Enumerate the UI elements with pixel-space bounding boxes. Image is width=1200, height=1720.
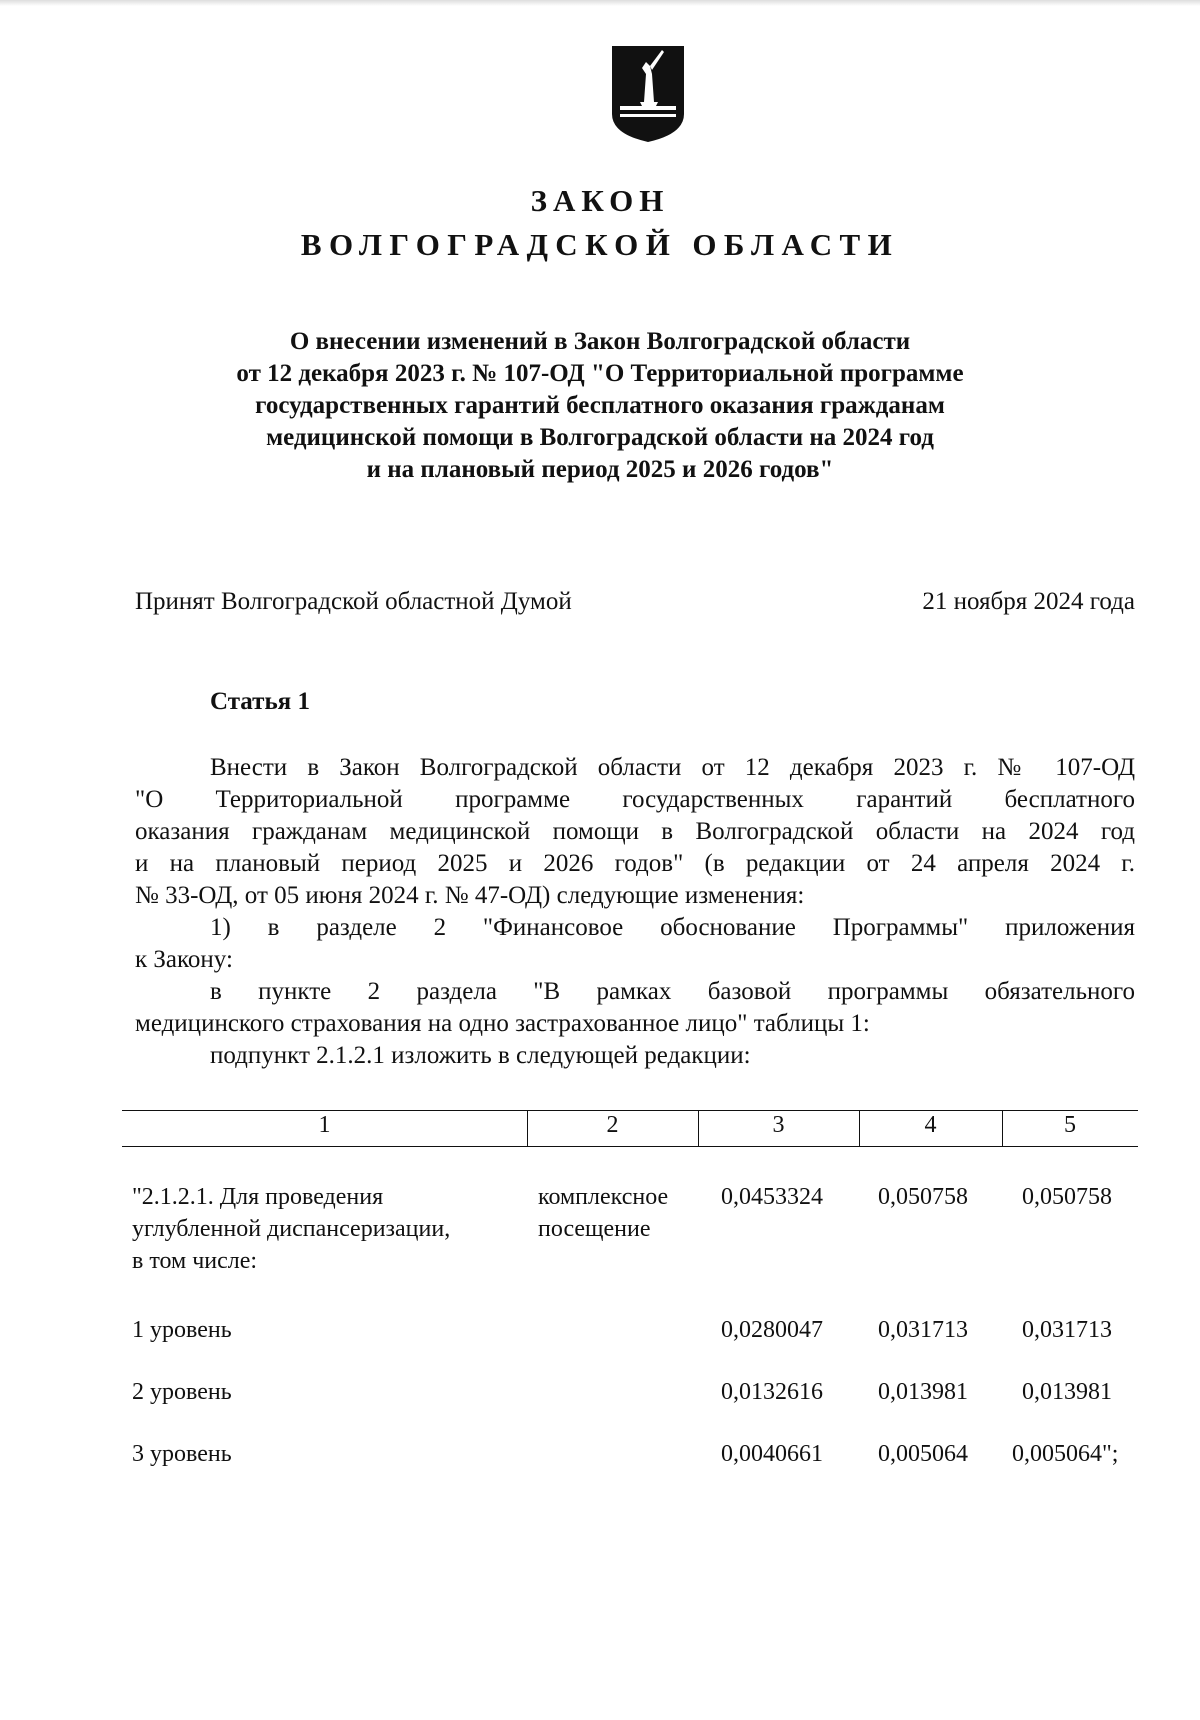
table-header-cell: 4 xyxy=(924,1112,937,1138)
table-value: 0,0280047 xyxy=(721,1317,823,1343)
table-value: 0,0040661 xyxy=(721,1441,823,1467)
table-value: 0,031713 xyxy=(1022,1317,1112,1343)
subtitle-line: от 12 декабря 2023 г. № 107-ОД "О Территориальной программе xyxy=(236,360,964,387)
table-value: 0,013981 xyxy=(878,1379,968,1405)
table-value: 0,013981 xyxy=(1022,1379,1112,1405)
article-line: 1) в разделе 2 "Финансовое обоснование Программы" приложения xyxy=(210,914,1135,941)
scan-edge xyxy=(0,0,1200,6)
label-line: "2.1.2.1. Для проведения xyxy=(132,1184,384,1210)
table-header-cell: 5 xyxy=(1064,1112,1076,1138)
table-value: 0,0132616 xyxy=(721,1379,823,1405)
table-header-cell: 3 xyxy=(772,1112,785,1138)
table-row-unit xyxy=(538,1181,668,1245)
article-line: в пункте 2 раздела "В рамках базовой программы обязательного xyxy=(210,978,1135,1005)
table-value: 0,0453324 xyxy=(721,1184,823,1210)
table-value: 0,005064 xyxy=(878,1441,968,1467)
label-line: в том числе: xyxy=(132,1248,258,1274)
coat-of-arms-icon xyxy=(610,44,686,144)
law-subtitle xyxy=(150,326,1050,486)
law-title: ЗАКОН xyxy=(530,183,670,218)
article-line: № 33-ОД, от 05 июня 2024 г. № 47-ОД) следующие изменения: xyxy=(135,882,805,909)
subtitle-line: государственных гарантий бесплатного оказания гражданам xyxy=(255,392,945,419)
table-value: 0,050758 xyxy=(878,1184,968,1210)
article-line: и на плановый период 2025 и 2026 годов" (в редакции от 24 апреля 2024 г. xyxy=(135,850,1135,877)
adoption-text: Принят Волгоградской областной Думой xyxy=(135,588,572,615)
article-line: подпункт 2.1.2.1 изложить в следующей редакции: xyxy=(210,1042,751,1069)
table-row-label: 3 уровень xyxy=(132,1441,232,1467)
table-header-cell: 1 xyxy=(318,1112,331,1138)
adoption-date: 21 ноября 2024 года xyxy=(922,588,1135,615)
article-heading: Статья 1 xyxy=(210,688,310,715)
article-line: к Закону: xyxy=(135,946,233,973)
unit-line: комплексное xyxy=(538,1184,669,1210)
article-line: Внести в Закон Волгоградской области от 12 декабря 2023 г. № 107-ОД xyxy=(210,754,1135,781)
article-line: медицинского страхования на одно застрахованное лицо" таблицы 1: xyxy=(135,1010,870,1037)
table-row-label: 1 уровень xyxy=(132,1317,232,1343)
subtitle-line: О внесении изменений в Закон Волгоградской области xyxy=(289,328,911,355)
table-header-cell: 2 xyxy=(606,1112,619,1138)
table-value: 0,031713 xyxy=(878,1317,968,1343)
unit-line: посещение xyxy=(538,1216,651,1242)
table-value: 0,050758 xyxy=(1022,1184,1112,1210)
table-row-label xyxy=(132,1181,450,1277)
article-line: "О Территориальной программе государственных гарантий бесплатного xyxy=(135,786,1135,813)
adoption-row xyxy=(135,588,1135,616)
region-title: ВОЛГОГРАДСКОЙ ОБЛАСТИ xyxy=(300,227,900,262)
subtitle-line: медицинской помощи в Волгоградской области на 2024 год xyxy=(266,424,934,451)
table-header-border xyxy=(122,1146,1138,1147)
table-row-label: 2 уровень xyxy=(132,1379,232,1405)
article-line: оказания гражданам медицинской помощи в Волгоградской области на 2024 год xyxy=(135,818,1135,845)
table-value: 0,005064"; xyxy=(1012,1441,1119,1467)
label-line: углубленной диспансеризации, xyxy=(132,1216,451,1242)
table-top-border xyxy=(122,1110,1138,1111)
subtitle-line: и на плановый период 2025 и 2026 годов" xyxy=(366,456,834,483)
